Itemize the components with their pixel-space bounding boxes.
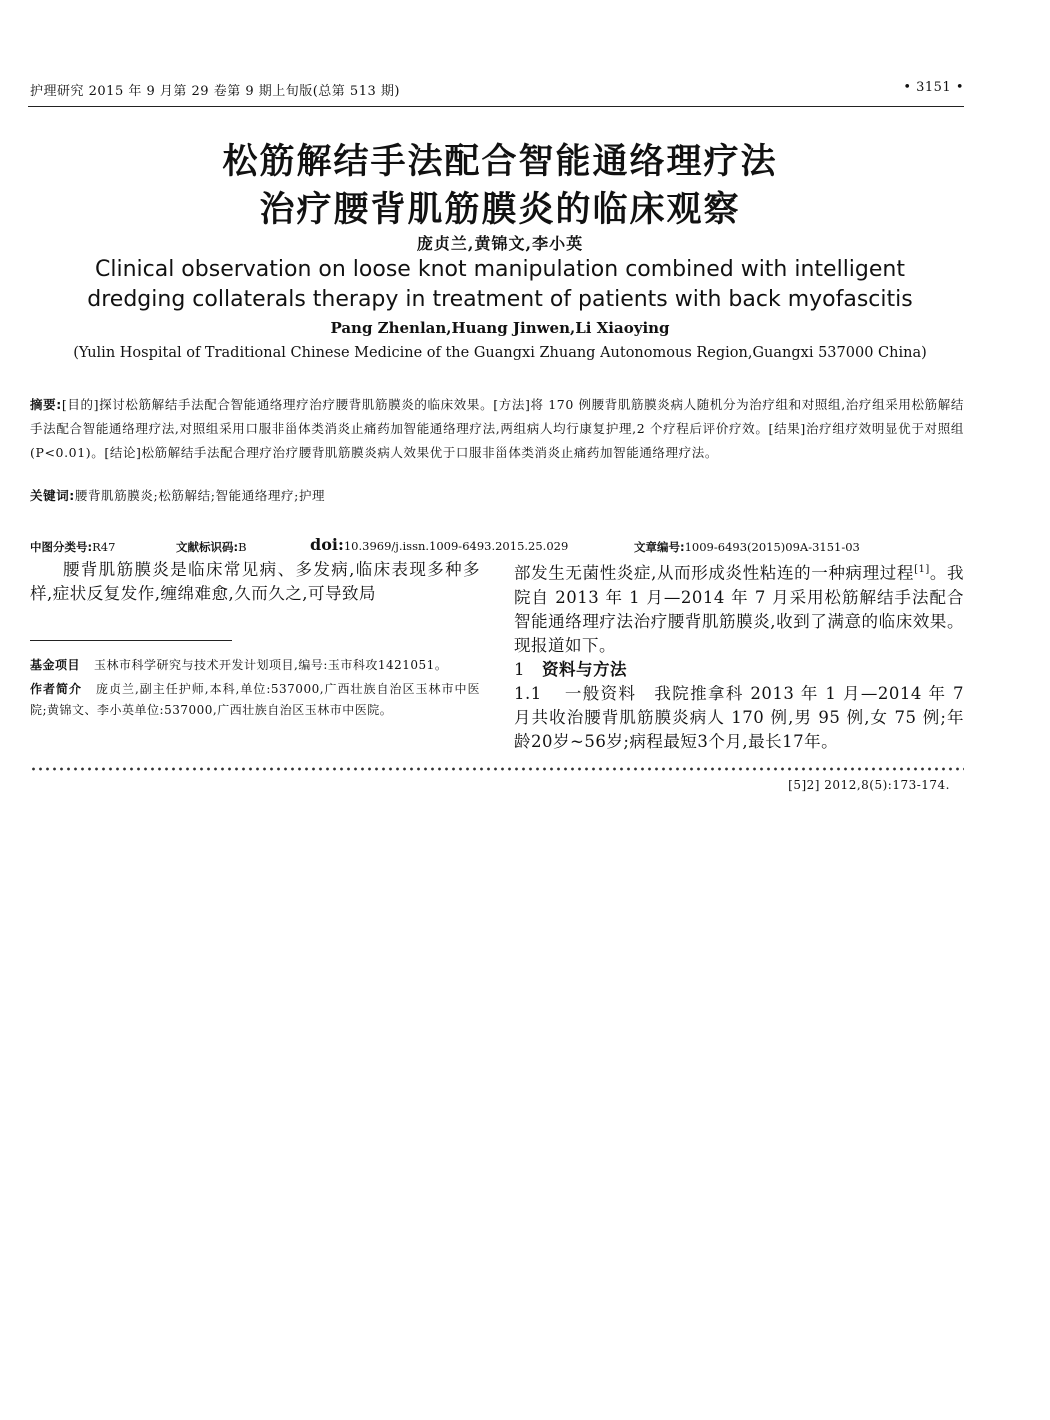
body-left-column	[30, 558, 480, 606]
clc-number	[30, 539, 115, 555]
doi-value: 10.3969/j.issn.1009-6493.2015.25.029	[343, 539, 569, 553]
author-note-label: 作者简介	[30, 682, 82, 696]
doi	[310, 535, 568, 554]
footnote-rule	[30, 640, 232, 641]
authors-zh: 庞贞兰,黄锦文,李小英	[416, 234, 584, 253]
subsection-number: 1.1	[514, 683, 542, 703]
author-note-text: 庞贞兰,副主任护师,本科,单位:537000,广西壮族自治区玉林市中医院;黄锦文、李小英单位:537000,广西壮族自治区玉林市中医院。	[30, 682, 480, 717]
subsection-title: 一般资料	[564, 683, 637, 703]
title-zh-line1: 松筋解结手法配合智能通络理疗法	[222, 142, 778, 182]
body-right-column	[514, 558, 964, 754]
document-code	[176, 539, 247, 555]
affiliation: (Yulin Hospital of Traditional Chinese Medicine of the Guangxi Zhuang Autonomous Region,Guangxi 537000 China)	[73, 345, 927, 361]
authors-en: Pang Zhenlan,Huang Jinwen,Li Xiaoying	[330, 319, 670, 337]
title-en-line2: dredging collaterals therapy in treatment of patients with back myofascitis	[87, 287, 913, 312]
abstract	[30, 393, 964, 465]
article-label: 文章编号:	[634, 540, 685, 554]
subsection-paragraph	[514, 682, 964, 754]
body-text: 。我院自 2013 年 1 月—2014 年 7 月采用松筋解结手法配合智能通络理疗法治疗腰背肌筋膜炎,收到了满意的临床效果。现报道如下。	[514, 563, 965, 655]
author-note	[30, 679, 480, 721]
clc-label: 中图分类号:	[30, 540, 93, 554]
title-en-line1: Clinical observation on loose knot manipulation combined with intelligent	[94, 257, 905, 282]
body-text: 部发生无菌性炎症,从而形成炎性粘连的一种病理过程	[514, 563, 915, 583]
doc-label: 文献标识码:	[176, 540, 239, 554]
doi-label: doi:	[310, 535, 344, 554]
header-rule	[28, 106, 964, 107]
citation-ref: [1]	[914, 564, 930, 575]
keywords-text: 腰背肌筋膜炎;松筋解结;智能通络理疗;护理	[74, 488, 326, 503]
journal-citation: 护理研究 2015 年 9 月第 29 卷第 9 期上旬版(总第 513 期)	[30, 84, 400, 99]
subsection-text: 我院推拿科 2013 年 1 月—2014 年 7 月共收治腰背肌筋膜炎病人 170 例,男 95 例,女 75 例;年龄20岁~56岁;病程最短3个月,最长17年。	[514, 683, 964, 751]
title-zh-line2: 治疗腰背肌筋膜炎的临床观察	[259, 190, 741, 230]
body-paragraph	[514, 558, 964, 658]
keywords	[30, 486, 964, 504]
section-number: 1	[514, 659, 525, 679]
doc-value: B	[238, 540, 247, 554]
keywords-label: 关键词:	[30, 488, 75, 503]
abstract-label: 摘要:	[30, 397, 62, 412]
clc-value: R47	[92, 540, 116, 554]
section-heading	[514, 658, 964, 682]
section-title: 资料与方法	[542, 659, 627, 679]
page-number: • 3151 •	[903, 80, 964, 95]
fund-note	[30, 655, 480, 676]
classification-line	[30, 535, 964, 557]
article-value: 1009-6493(2015)09A-3151-03	[684, 540, 860, 554]
fund-label: 基金项目	[30, 658, 81, 672]
reference-fragment: [5]2] 2012,8(5):173-174.	[788, 778, 950, 792]
page-break-rule	[30, 766, 964, 772]
abstract-text: [目的]探讨松筋解结手法配合智能通络理疗治疗腰背肌筋膜炎的临床效果。[方法]将 170 例腰背肌筋膜炎病人随机分为治疗组和对照组,治疗组采用松筋解结手法配合智能通络理疗法,对照组采用口服非甾体类消炎止痛药加智能通络理疗法,两组病人均行康复护理,2 个疗程后评价疗效。[结果]治疗组疗效明显优于对照组(P<0.01)。[结论]松筋解结手法配合理疗治疗腰背肌筋膜炎病人效果优于口服非甾体类消炎止痛药加智能通络理疗法。	[30, 397, 964, 460]
article-number	[634, 539, 860, 555]
body-paragraph: 腰背肌筋膜炎是临床常见病、多发病,临床表现多种多样,症状反复发作,缠绵难愈,久而久之,可导致局	[30, 560, 480, 603]
fund-text: 玉林市科学研究与技术开发计划项目,编号:玉市科攻1421051。	[94, 658, 448, 672]
footnotes	[30, 655, 480, 724]
